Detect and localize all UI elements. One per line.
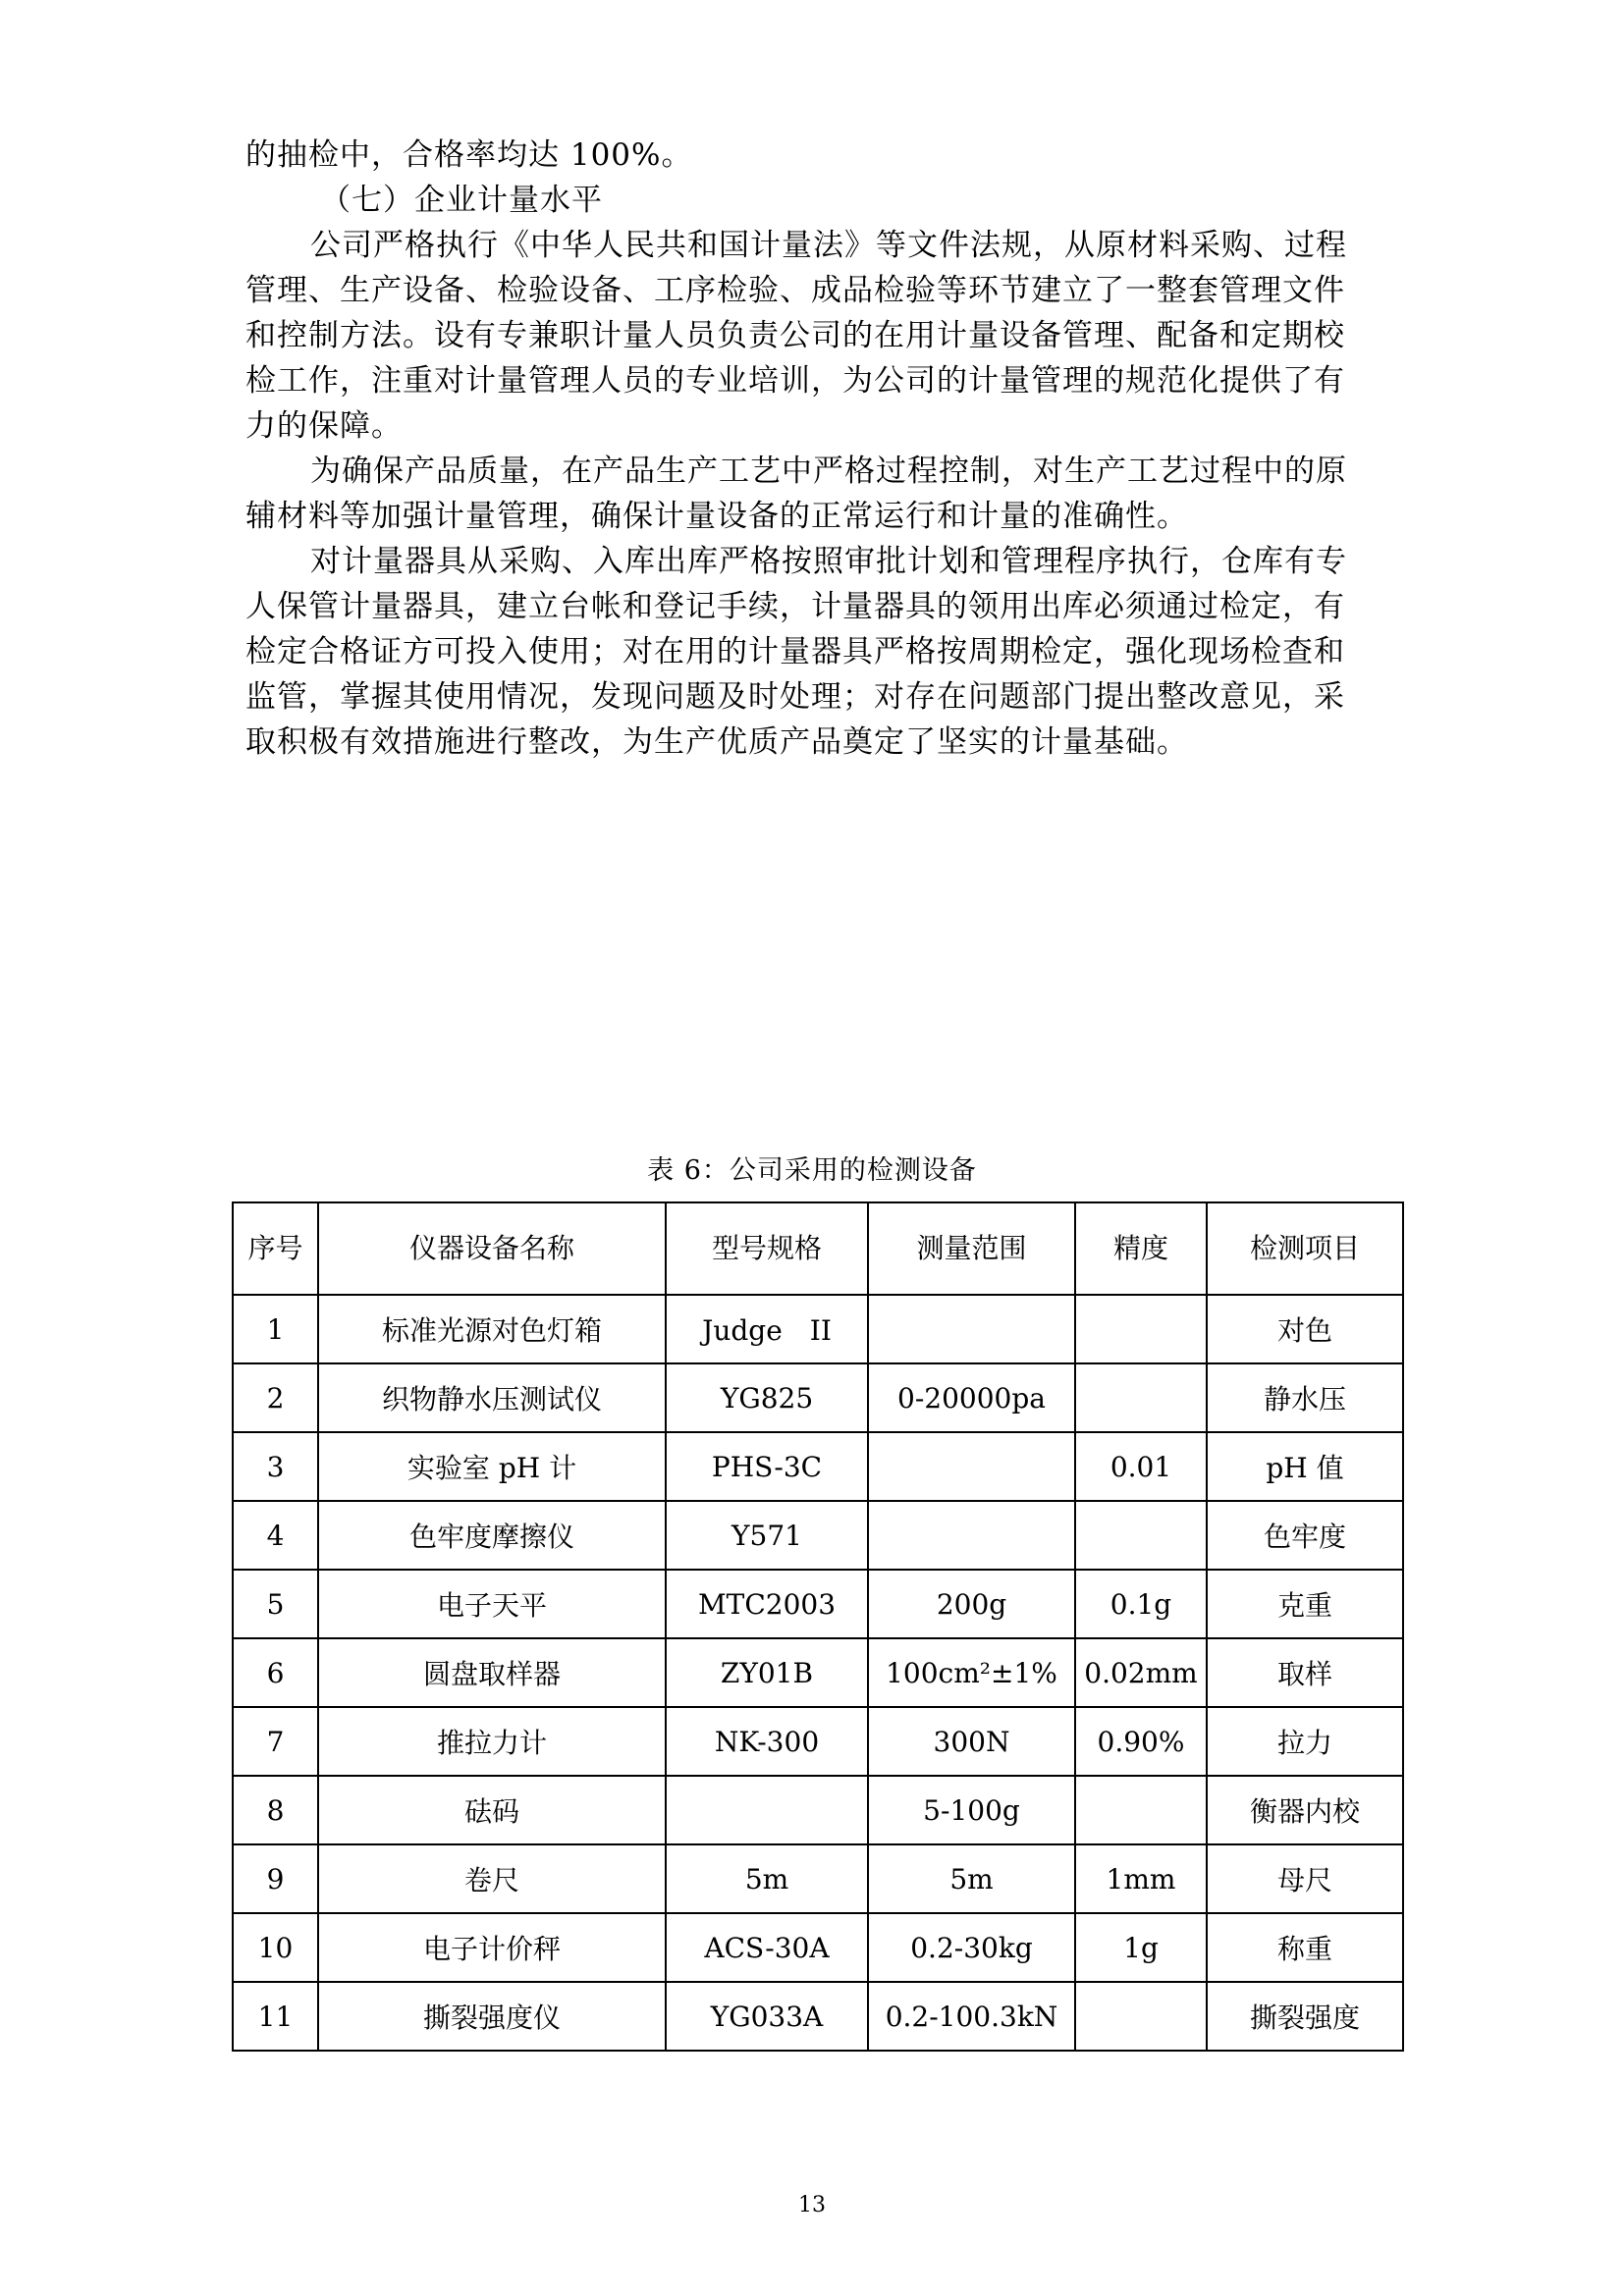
table-cell: 100cm²±1%: [868, 1638, 1075, 1707]
table-cell: PHS-3C: [666, 1432, 868, 1501]
table-cell: 静水压: [1207, 1363, 1403, 1432]
section-heading: （七）企业计量水平: [320, 183, 603, 218]
table-cell: 色牢度: [1207, 1501, 1403, 1570]
table-cell: [1075, 1776, 1207, 1844]
table-row: [233, 1501, 1403, 1570]
table-cell: 2: [233, 1363, 318, 1432]
table-cell: pH 值: [1207, 1432, 1403, 1501]
table-cell: [868, 1501, 1075, 1570]
table-row: [233, 1638, 1403, 1707]
table-cell: 拉力: [1207, 1707, 1403, 1776]
table-cell: 6: [233, 1638, 318, 1707]
table-cell: [868, 1432, 1075, 1501]
paragraph-line: 公司严格执行《中华人民共和国计量法》等文件法规，从原材料采购、过程: [310, 228, 1347, 263]
table-row: [233, 1432, 1403, 1501]
table-cell: 4: [233, 1501, 318, 1570]
table-cell: 圆盘取样器: [318, 1638, 666, 1707]
table-cell: 10: [233, 1913, 318, 1982]
table-cell: 称重: [1207, 1913, 1403, 1982]
table-cell: 0.01: [1075, 1432, 1207, 1501]
table-cell: [868, 1295, 1075, 1363]
table-cell: [1075, 1295, 1207, 1363]
table-cell: 5m: [666, 1844, 868, 1913]
table-row: [233, 1363, 1403, 1432]
paragraph-line: 对计量器具从采购、入库出库严格按照审批计划和管理程序执行，仓库有专: [310, 544, 1347, 579]
table-cell: 0.2-30kg: [868, 1913, 1075, 1982]
table-cell: 9: [233, 1844, 318, 1913]
page-number: 13: [798, 2193, 826, 2217]
table-cell: 200g: [868, 1570, 1075, 1638]
table-cell: 1g: [1075, 1913, 1207, 1982]
paragraph-line: 取积极有效措施进行整改，为生产优质产品奠定了坚实的计量基础。: [245, 724, 1188, 760]
equipment-table: [232, 1201, 1404, 2052]
paragraph-line: 为确保产品质量，在产品生产工艺中严格过程控制，对生产工艺过程中的原: [310, 454, 1347, 489]
paragraph-line: 和控制方法。设有专兼职计量人员负责公司的在用计量设备管理、配备和定期校: [245, 318, 1345, 353]
table-row: [233, 1844, 1403, 1913]
table-cell: Y571: [666, 1501, 868, 1570]
table-cell: 0.1g: [1075, 1570, 1207, 1638]
table-cell: 标准光源对色灯箱: [318, 1295, 666, 1363]
table-cell: 0.02mm: [1075, 1638, 1207, 1707]
table-cell: 取样: [1207, 1638, 1403, 1707]
table-cell: 3: [233, 1432, 318, 1501]
table-cell: 克重: [1207, 1570, 1403, 1638]
table-cell: 撕裂强度: [1207, 1982, 1403, 2051]
table-cell: ZY01B: [666, 1638, 868, 1707]
paragraph-line: 力的保障。: [245, 408, 403, 444]
table-cell: 织物静水压测试仪: [318, 1363, 666, 1432]
paragraph-line: 监管，掌握其使用情况，发现问题及时处理；对存在问题部门提出整改意见，采: [245, 679, 1345, 715]
paragraph-line: 管理、生产设备、检验设备、工序检验、成品检验等环节建立了一整套管理文件: [245, 273, 1345, 308]
paragraph-line: 检工作，注重对计量管理人员的专业培训，为公司的计量管理的规范化提供了有: [245, 363, 1345, 399]
table-cell: 色牢度摩擦仪: [318, 1501, 666, 1570]
table-cell: 撕裂强度仪: [318, 1982, 666, 2051]
table-cell: 实验室 pH 计: [318, 1432, 666, 1501]
table-cell: Judge II: [666, 1295, 868, 1363]
column-header-name: 仪器设备名称: [318, 1202, 666, 1295]
table-cell: 11: [233, 1982, 318, 2051]
column-header-model: 型号规格: [666, 1202, 868, 1295]
table-row: [233, 1913, 1403, 1982]
table-cell: 电子天平: [318, 1570, 666, 1638]
table-caption: 表 6：公司采用的检测设备: [647, 1155, 977, 1186]
table-cell: 0-20000pa: [868, 1363, 1075, 1432]
table-row: [233, 1570, 1403, 1638]
table-row: [233, 1707, 1403, 1776]
paragraph-line: 检定合格证方可投入使用；对在用的计量器具严格按周期检定，强化现场检查和: [245, 634, 1345, 669]
table-cell: 5-100g: [868, 1776, 1075, 1844]
paragraph-line: 辅材料等加强计量管理，确保计量设备的正常运行和计量的准确性。: [245, 499, 1188, 534]
table-cell: YG033A: [666, 1982, 868, 2051]
table-cell: 母尺: [1207, 1844, 1403, 1913]
table-cell: 5m: [868, 1844, 1075, 1913]
column-header-item: 检测项目: [1207, 1202, 1403, 1295]
table-cell: [1075, 1982, 1207, 2051]
table-cell: 砝码: [318, 1776, 666, 1844]
table-cell: NK-300: [666, 1707, 868, 1776]
table-cell: 1mm: [1075, 1844, 1207, 1913]
table-cell: MTC2003: [666, 1570, 868, 1638]
paragraph-line: 人保管计量器具，建立台帐和登记手续，计量器具的领用出库必须通过检定，有: [245, 589, 1345, 624]
table-cell: 0.90%: [1075, 1707, 1207, 1776]
table-cell: 7: [233, 1707, 318, 1776]
table-cell: 1: [233, 1295, 318, 1363]
table-cell: 0.2-100.3kN: [868, 1982, 1075, 2051]
table-cell: ACS-30A: [666, 1913, 868, 1982]
table-cell: 电子计价秤: [318, 1913, 666, 1982]
table-cell: [1075, 1501, 1207, 1570]
paragraph-line: 的抽检中，合格率均达 100%。: [245, 137, 693, 173]
table-cell: 300N: [868, 1707, 1075, 1776]
column-header-no: 序号: [233, 1202, 318, 1295]
table-cell: YG825: [666, 1363, 868, 1432]
table-row: [233, 1776, 1403, 1844]
table-cell: [666, 1776, 868, 1844]
table-header-row: [233, 1202, 1403, 1295]
table-cell: 卷尺: [318, 1844, 666, 1913]
table-cell: 5: [233, 1570, 318, 1638]
column-header-range: 测量范围: [868, 1202, 1075, 1295]
table-cell: 8: [233, 1776, 318, 1844]
table-cell: 推拉力计: [318, 1707, 666, 1776]
table-cell: [1075, 1363, 1207, 1432]
table-cell: 衡器内校: [1207, 1776, 1403, 1844]
table-row: [233, 1982, 1403, 2051]
table-cell: 对色: [1207, 1295, 1403, 1363]
table-row: [233, 1295, 1403, 1363]
column-header-precision: 精度: [1075, 1202, 1207, 1295]
